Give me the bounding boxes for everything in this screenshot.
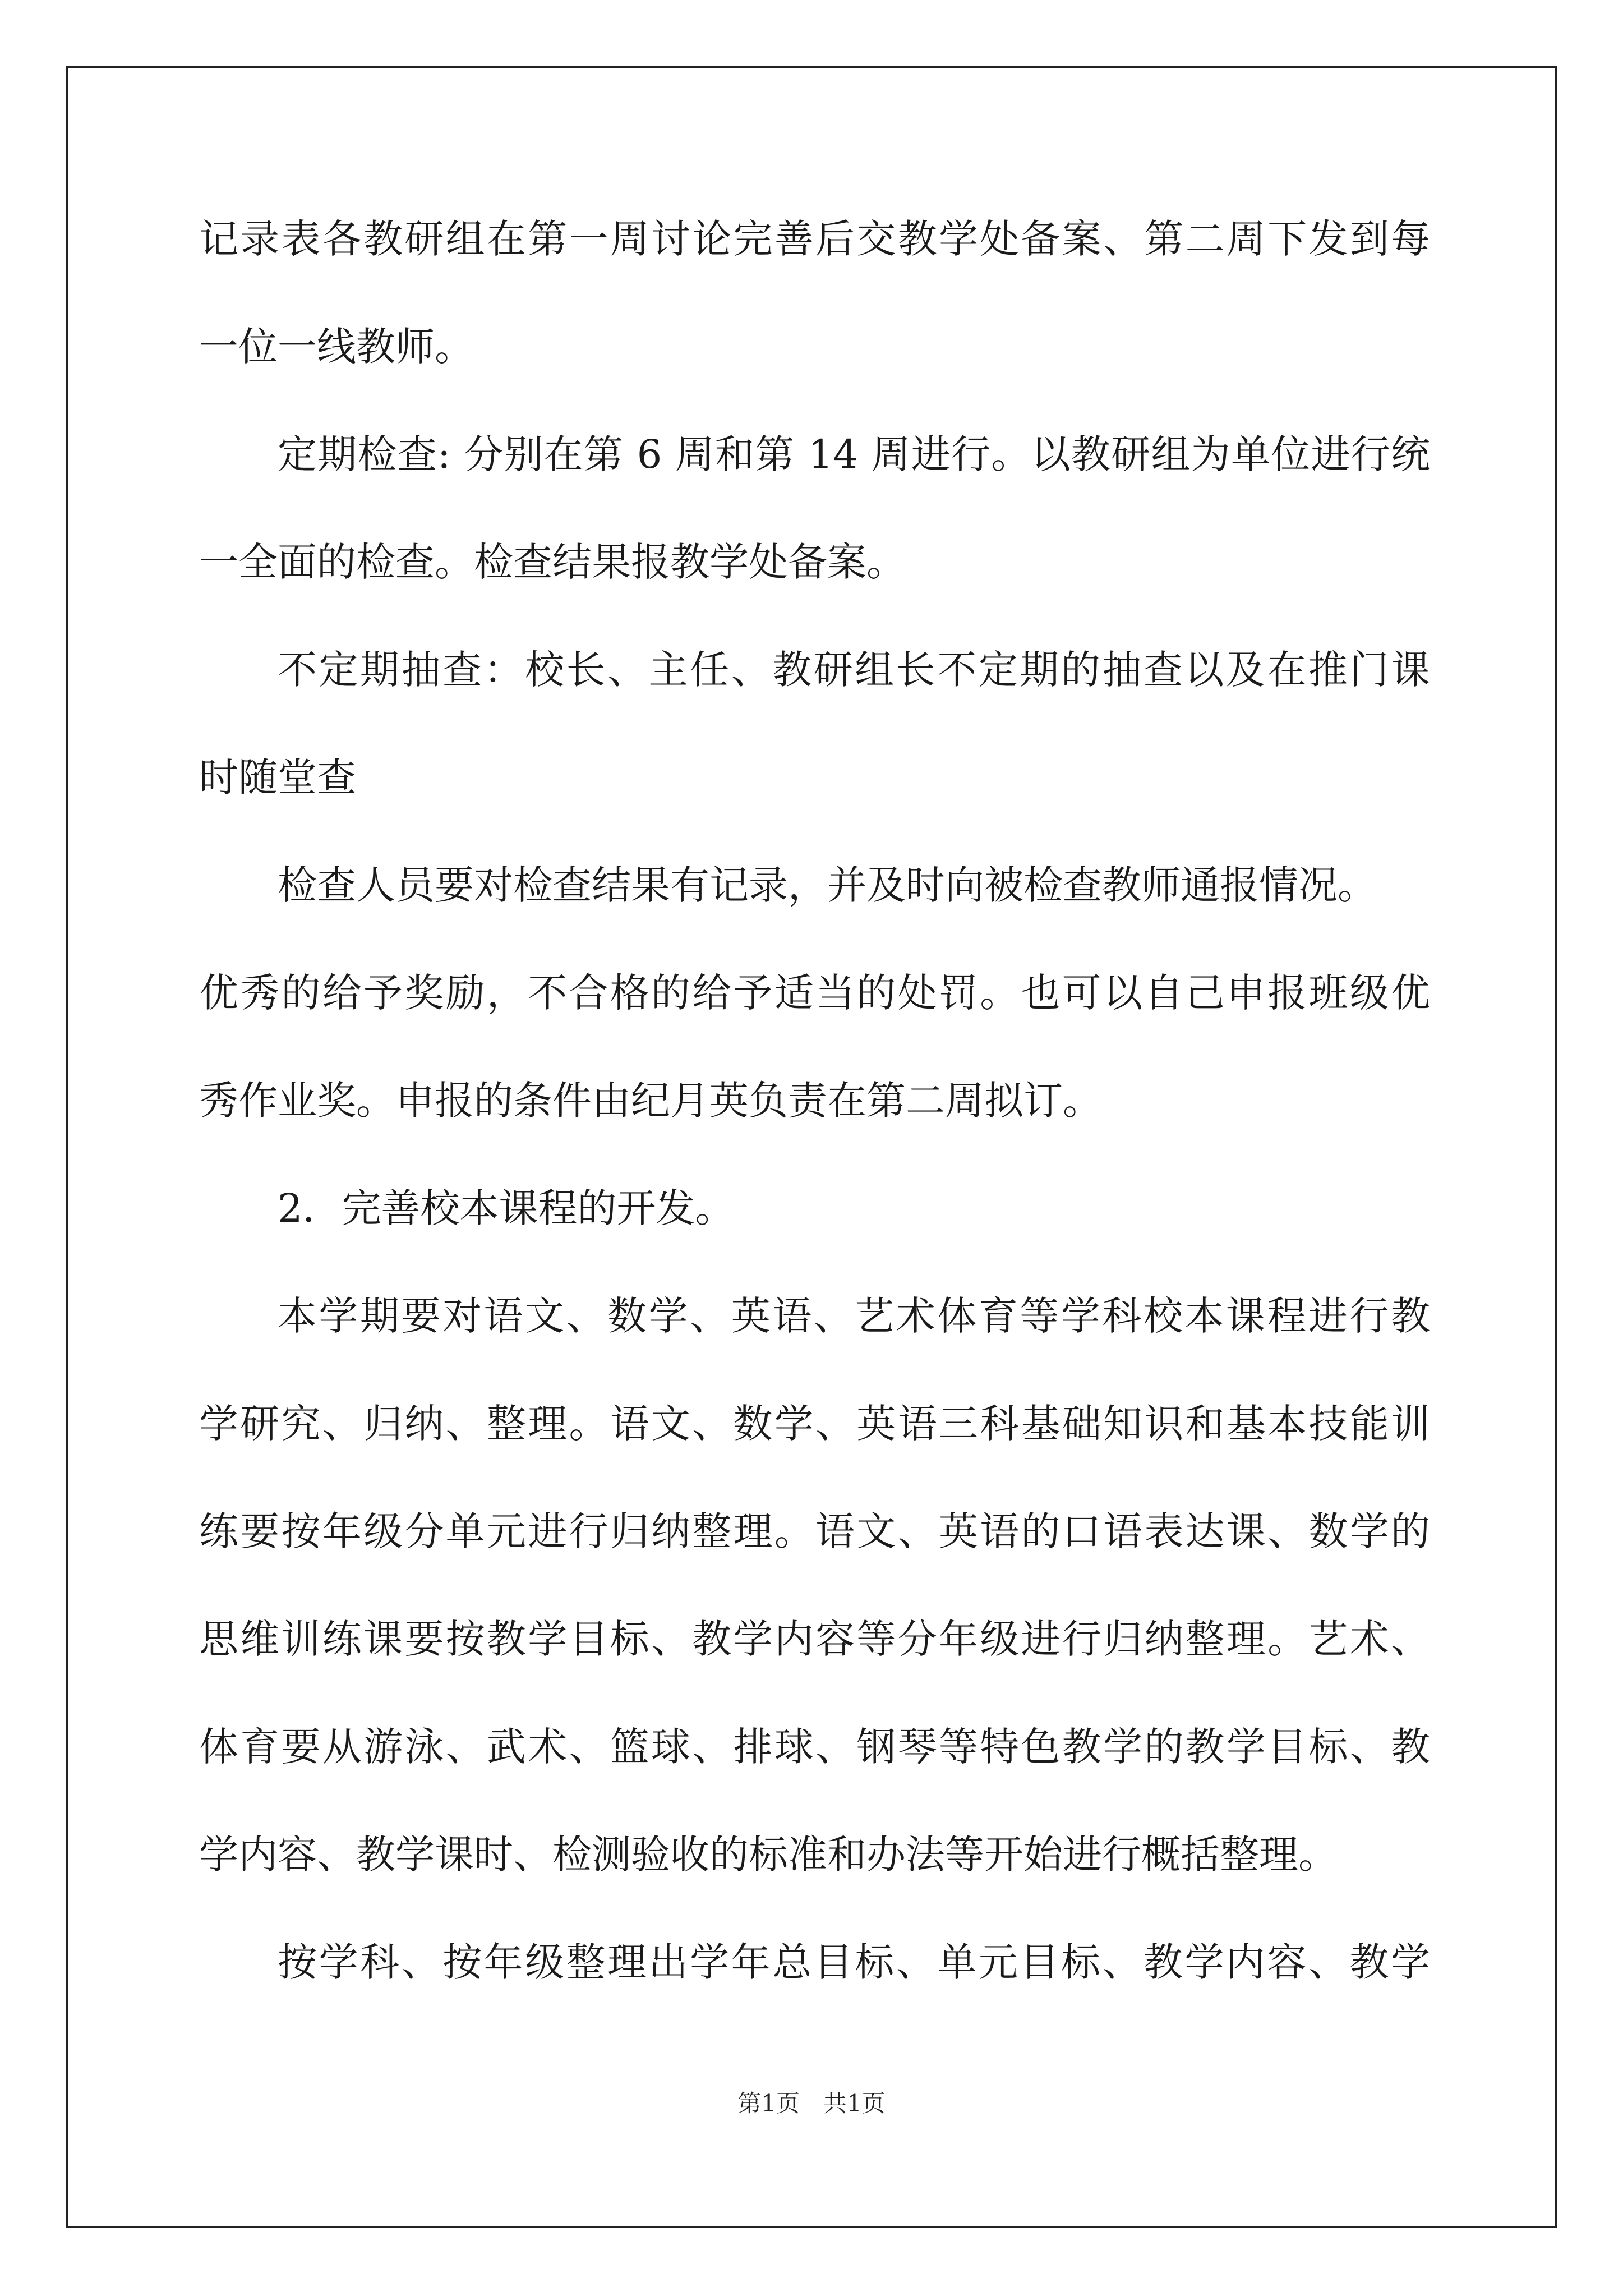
page-footer: 第1页 共1页	[737, 2090, 886, 2117]
text-line: 练要按年级分单元进行归纳整理。语文、英语的口语表达课、数学的	[199, 1508, 1430, 1554]
text-line: 时随堂查	[199, 754, 356, 800]
text-line: 按学科、按年级整理出学年总目标、单元目标、教学内容、教学	[278, 1939, 1430, 1985]
text-line: 学研究、归纳、整理。语文、数学、英语三科基础知识和基本技能训	[199, 1401, 1430, 1447]
text-line: 检查人员要对检查结果有记录，并及时向被检查教师通报情况。	[278, 862, 1377, 908]
text-line: 体育要从游泳、武术、篮球、排球、钢琴等特色教学的教学目标、教	[199, 1724, 1430, 1770]
text-line: 一全面的检查。检查结果报教学处备案。	[199, 539, 906, 585]
text-line: 不定期抽查：校长、主任、教研组长不定期的抽查以及在推门课	[278, 647, 1430, 693]
text-line: 记录表各教研组在第一周讨论完善后交教学处备案、第二周下发到每	[199, 216, 1430, 262]
text-line: 优秀的给予奖励，不合格的给予适当的处罚。也可以自己申报班级优	[199, 970, 1430, 1016]
text-line: 一位一线教师。	[199, 324, 474, 370]
text-line: 思维训练课要按教学目标、教学内容等分年级进行归纳整理。艺术、	[199, 1616, 1430, 1662]
text-line: 本学期要对语文、数学、英语、艺术体育等学科校本课程进行教	[278, 1293, 1430, 1339]
section-heading: 2．完善校本课程的开发。	[278, 1185, 735, 1231]
text-line: 秀作业奖。申报的条件由纪月英负责在第二周拟订。	[199, 1078, 1102, 1124]
text-line: 定期检查: 分别在第 6 周和第 14 周进行。以教研组为单位进行统	[278, 431, 1430, 477]
text-line: 学内容、教学课时、检测验收的标准和办法等开始进行概括整理。	[199, 1832, 1338, 1878]
document-body	[199, 213, 1430, 1988]
